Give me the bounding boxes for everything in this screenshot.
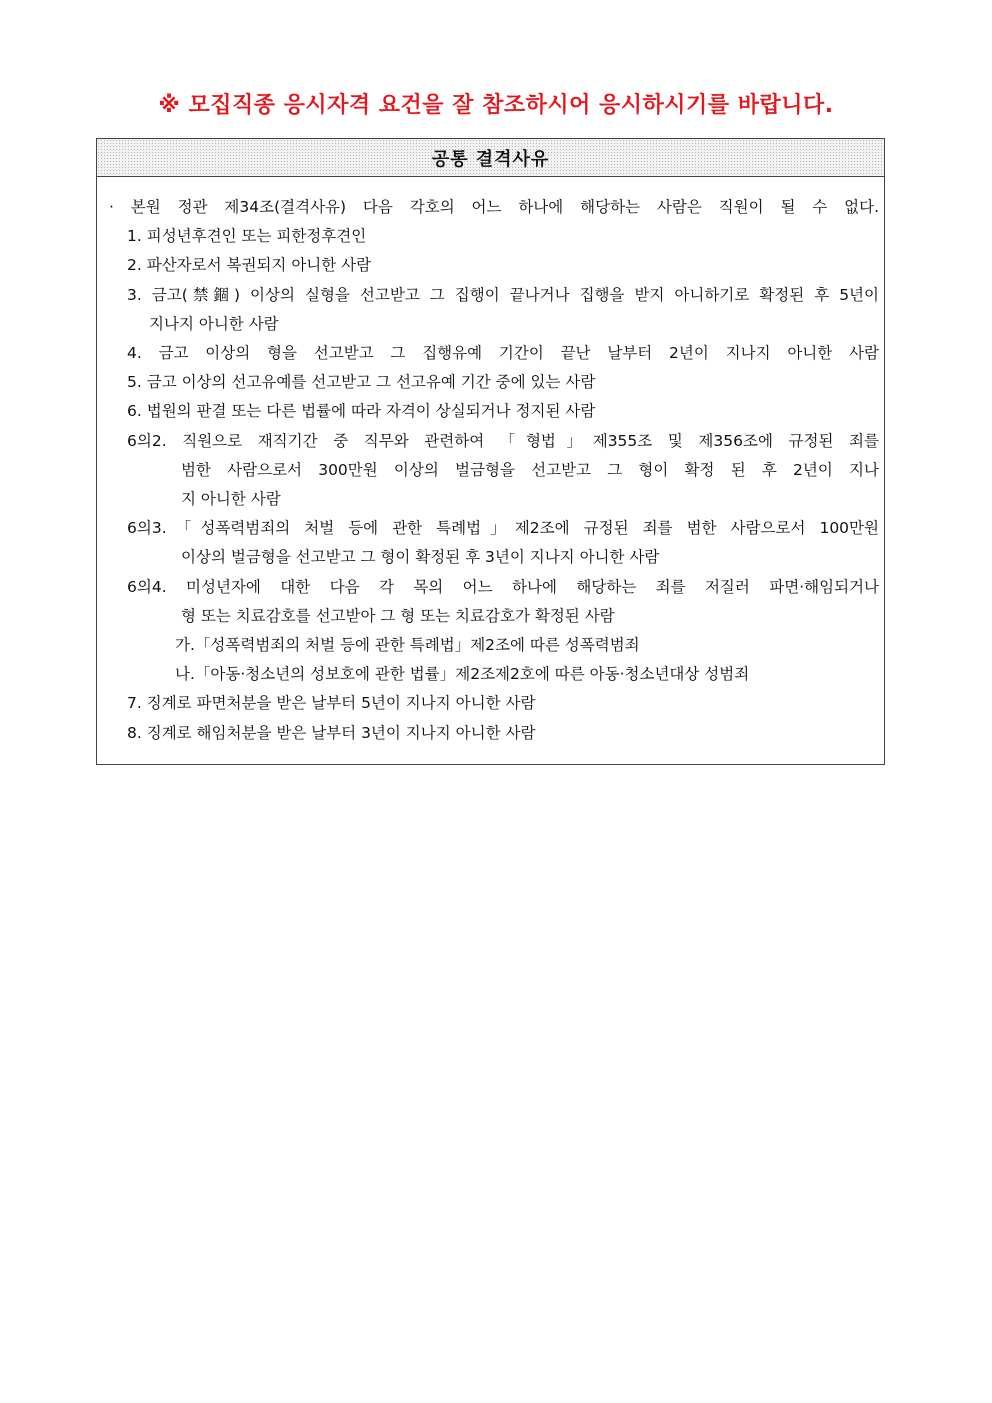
disqualification-box xyxy=(96,138,885,765)
section-body xyxy=(97,177,884,748)
intro-line: · 본원 정관 제34조(결격사유) 다음 각호의 어느 하나에 해당하는 사람은 직원이 될 수 없다. xyxy=(109,198,879,216)
item-5: 5. 금고 이상의 선고유예를 선고받고 그 선고유예 기간 중에 있는 사람 xyxy=(127,373,596,392)
item-1: 1. 피성년후견인 또는 피한정후견인 xyxy=(127,227,367,246)
item-3: 3. 금고(禁錮) 이상의 실형을 선고받고 그 집행이 끝나거나 집행을 받지 아니하기로 확정된 후 5년이 xyxy=(127,285,879,304)
item-2: 2. 파산자로서 복권되지 아니한 사람 xyxy=(127,256,372,275)
item-6-4-na: 나.「아동·청소년의 성보호에 관한 법률」제2조제2호에 따른 아동·청소년대상 성범죄 xyxy=(175,665,750,684)
item-6-3-cont: 이상의 벌금형을 선고받고 그 형이 확정된 후 3년이 지나지 아니한 사람 xyxy=(181,548,660,567)
item-6-2: 6의2. 직원으로 재직기간 중 직무와 관련하여 「형법」제355조 및 제356조에 규정된 죄를 xyxy=(127,431,879,450)
section-title: 공통 결격사유 xyxy=(97,139,884,177)
item-6-2-cont: 지 아니한 사람 xyxy=(181,490,281,509)
item-4: 4. 금고 이상의 형을 선고받고 그 집행유예 기간이 끝난 날부터 2년이 지나지 아니한 사람 xyxy=(127,344,879,363)
item-6-4-ga: 가.「성폭력범죄의 처벌 등에 관한 특례법」제2조에 따른 성폭력범죄 xyxy=(175,636,640,655)
item-6: 6. 법원의 판결 또는 다른 법률에 따라 자격이 상실되거나 정지된 사람 xyxy=(127,402,596,421)
item-6-3: 6의3.「성폭력범죄의 처벌 등에 관한 특례법」제2조에 규정된 죄를 범한 사람으로서 100만원 xyxy=(127,519,879,538)
notice-heading: ※ 모집직종 응시자격 요건을 잘 참조하시어 응시하시기를 바랍니다. xyxy=(158,93,834,118)
item-8: 8. 징계로 해임처분을 받은 날부터 3년이 지나지 아니한 사람 xyxy=(127,723,536,742)
item-3-cont: 지나지 아니한 사람 xyxy=(149,314,279,333)
item-7: 7. 징계로 파면처분을 받은 날부터 5년이 지나지 아니한 사람 xyxy=(127,694,536,713)
item-6-2-cont: 범한 사람으로서 300만원 이상의 벌금형을 선고받고 그 형이 확정 된 후 2년이 지나 xyxy=(181,460,879,479)
item-6-4-cont: 형 또는 치료감호를 선고받아 그 형 또는 치료감호가 확정된 사람 xyxy=(181,606,615,625)
item-6-4: 6의4. 미성년자에 대한 다음 각 목의 어느 하나에 해당하는 죄를 저질러 파면·해임되거나 xyxy=(127,577,879,596)
